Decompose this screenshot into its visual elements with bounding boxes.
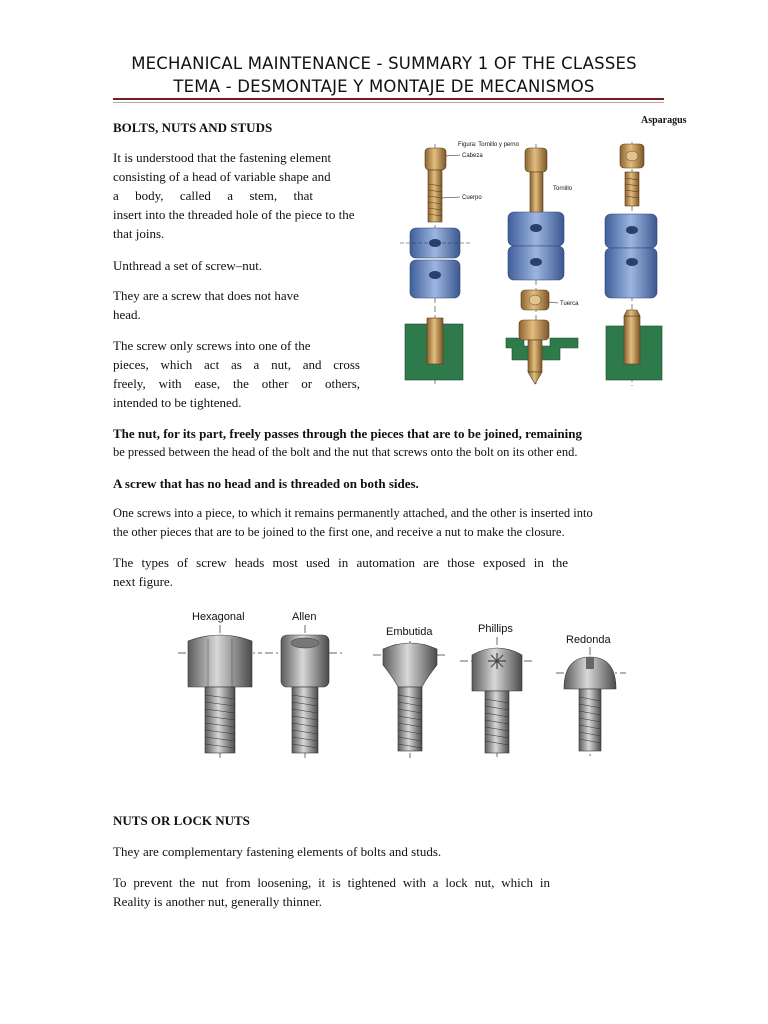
text-line: consisting of a head of variable shape and (113, 169, 331, 184)
figure-caption: Figura: Tornillo y perno (458, 142, 519, 148)
text-line: To prevent the nut from loosening, it is tightened with a lock nut, which in (113, 875, 550, 890)
label-redonda: Redonda (566, 634, 611, 646)
document-title-line-1: MECHANICAL MAINTENANCE - SUMMARY 1 OF THE CLASSES (131, 54, 637, 73)
paragraph-screw-one-piece (113, 336, 360, 412)
hexagonal-screw (178, 625, 262, 758)
label-cabeza: Cabeza (462, 153, 483, 159)
stud-assembly (605, 142, 662, 386)
text-line: One screws into a piece, to which it remains permanently attached, and the other is inserted into (113, 506, 593, 520)
text-line: It is understood that the fastening element (113, 150, 332, 165)
paragraph-unthread: Unthread a set of screw–nut. (113, 258, 263, 273)
paragraph-screw-no-head (113, 286, 328, 324)
screw-nut-assembly (506, 144, 578, 386)
text-line: pieces, which act as a nut, and cross (113, 357, 360, 372)
paragraph-nuts-complementary: They are complementary fastening elements of bolts and studs. (113, 844, 442, 859)
corner-note: Asparagus (641, 115, 687, 126)
label-cuerpo: Cuerpo (462, 195, 482, 201)
redonda-screw (556, 647, 626, 758)
paragraph-lock-nut (113, 873, 550, 911)
label-embutida: Embutida (386, 626, 433, 638)
section-heading-bolts: BOLTS, NUTS AND STUDS (113, 120, 273, 135)
screw-heads-figure (170, 603, 640, 763)
paragraph-stud-bold: A screw that has no head and is threaded on both sides. (113, 476, 419, 491)
paragraph-nut-rest: be pressed between the head of the bolt and the nut that screws onto the bolt on its other end. (113, 445, 578, 459)
text-line: intended to be tightened. (113, 395, 242, 410)
text-line: The screw only screws into one of the (113, 338, 311, 353)
label-allen: Allen (292, 611, 317, 623)
bolt-assembly (400, 144, 470, 386)
text-line: the other pieces that are to be joined to the first one, and receive a nut to make the closure. (113, 525, 565, 539)
label-tornillo: Tornillo (553, 186, 573, 192)
text-line: a body, called a stem, that (113, 188, 313, 203)
label-hexagonal: Hexagonal (192, 611, 245, 623)
header-rule (113, 98, 664, 100)
text-line: Reality is another nut, generally thinner. (113, 894, 323, 909)
paragraph-screw-heads (113, 553, 568, 591)
text-line: freely, with ease, the other or others, (113, 376, 360, 391)
paragraph-nut-bold: The nut, for its part, freely passes through the pieces that are to be joined, remaining (113, 426, 582, 441)
text-line: that joins. (113, 226, 165, 241)
label-phillips: Phillips (478, 623, 513, 635)
text-line: head. (113, 307, 141, 322)
embutida-screw (373, 641, 448, 758)
phillips-screw (460, 637, 535, 758)
text-line: insert into the threaded hole of the piece to the (113, 207, 355, 222)
text-line: next figure. (113, 574, 173, 589)
allen-screw (265, 625, 345, 758)
assembly-figure (400, 128, 670, 390)
section-heading-nuts: NUTS OR LOCK NUTS (113, 813, 250, 828)
paragraph-stud-description (113, 504, 633, 542)
label-tuerca: Tuerca (560, 301, 579, 307)
header-rule-thin (113, 102, 664, 103)
document-title-line-2: TEMA - DESMONTAJE Y MONTAJE DE MECANISMOS (173, 77, 595, 96)
text-line: The types of screw heads most used in automation are those exposed in the (113, 555, 568, 570)
paragraph-fastening-element (113, 148, 371, 243)
text-line: They are a screw that does not have (113, 288, 299, 303)
